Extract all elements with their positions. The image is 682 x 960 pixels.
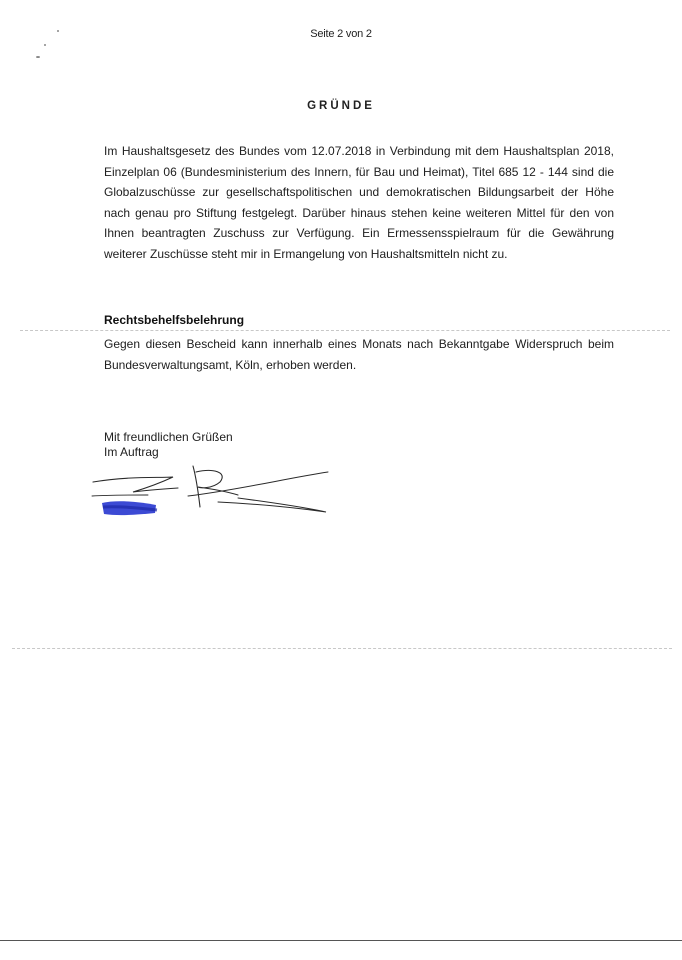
redaction-mark bbox=[100, 497, 160, 519]
scan-artifact-line bbox=[12, 648, 672, 649]
closing-greeting: Mit freundlichen Grüßen bbox=[104, 430, 233, 444]
legal-notice-text: Gegen diesen Bescheid kann innerhalb eines Monats nach Bekanntgabe Widerspruch beim Bundesverwaltungsamt, Köln, erhoben werden. bbox=[104, 337, 614, 372]
page-number: Seite 2 von 2 bbox=[310, 28, 372, 40]
body-paragraph: Im Haushaltsgesetz des Bundes vom 12.07.2018 in Verbindung mit dem Haushaltsplan 2018, Einzelplan 06 (Bundesministerium des Innern, für Bau und Heimat), Titel 685 12 - 144 sind die Globalzuschüsse zur gesellschaftspolitischen und demokratischen Bildungsarbeit der Höhe nach genau pro Stiftung festgelegt. Darüber hinaus stehen keine weiteren Mittel für den von Ihnen beantragten Zuschuss zur Verfügung. Ein Ermessensspielraum für die Gewährung weiterer Zuschüsse steht mir in Ermangelung von Haushaltsmitteln nicht zu. bbox=[104, 144, 614, 261]
scan-speck bbox=[44, 44, 46, 46]
closing-order: Im Auftrag bbox=[104, 445, 159, 459]
scan-artifact-line bbox=[20, 330, 670, 331]
closing-block bbox=[104, 430, 233, 460]
section-heading: GRÜNDE bbox=[307, 100, 375, 112]
legal-notice-title: Rechtsbehelfsbelehrung bbox=[104, 313, 245, 327]
scan-speck bbox=[36, 56, 40, 58]
page-bottom-edge bbox=[0, 940, 682, 941]
